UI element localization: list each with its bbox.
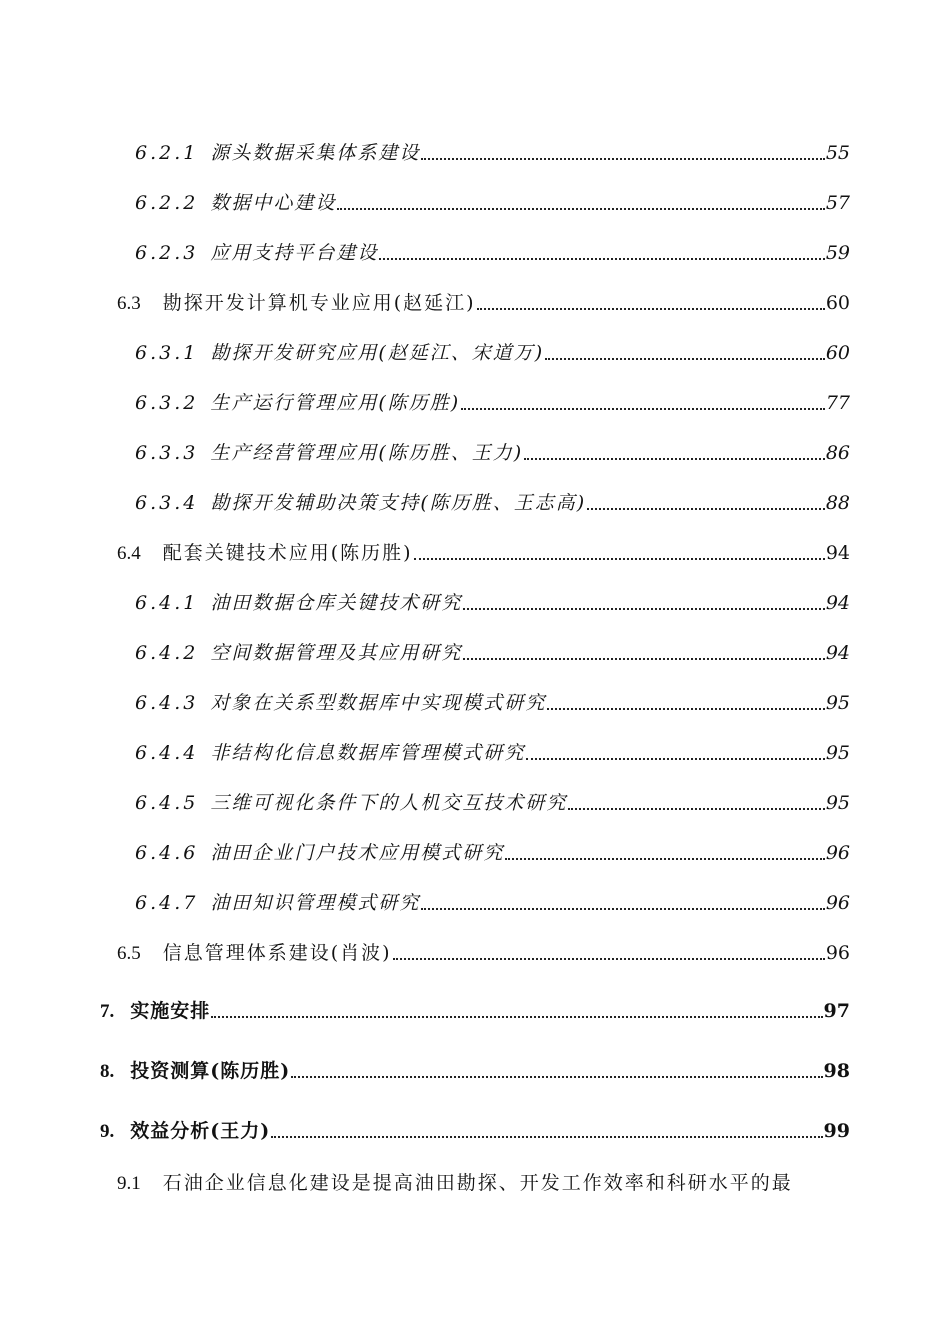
dot-leader [477,308,825,310]
toc-page-number: 96 [825,892,850,914]
toc-page-number: 60 [825,292,850,314]
toc-title: 应用支持平台建设 [210,242,379,264]
toc-page-number: 94 [825,542,850,564]
toc-entry-6-4-7[interactable] [135,888,850,915]
toc-page-number: 59 [825,242,850,264]
toc-number: 6.4.7 [135,892,199,914]
toc-entry-6-4-6[interactable] [135,838,850,865]
toc-title: 空间数据管理及其应用研究 [210,642,463,664]
toc-entry-6-4-4[interactable] [135,738,850,765]
toc-title: 油田数据仓库关键技术研究 [210,592,463,614]
toc-entry-6-2-3[interactable] [135,238,850,265]
dot-leader [505,858,824,860]
dot-leader [211,1016,822,1018]
toc-page-number: 88 [825,492,850,514]
toc-title: 源头数据采集体系建设 [210,142,421,164]
dot-leader [463,608,824,610]
toc-entry-6-3-1[interactable] [135,338,850,365]
toc-number: 6.3.3 [135,442,199,464]
toc-number: 6.2.2 [135,192,199,214]
toc-number: 8. [100,1061,115,1082]
toc-entry-6-3-2[interactable] [135,388,850,415]
toc-title: 油田知识管理模式研究 [210,892,421,914]
toc-number: 6.3.1 [135,342,199,364]
toc-page-number: 99 [823,1120,850,1142]
toc-title: 生产经营管理应用(陈历胜、王力) [210,442,524,464]
toc-number: 6.4.6 [135,842,199,864]
dot-leader [393,958,825,960]
dot-leader [526,758,824,760]
toc-page-number: 95 [825,792,850,814]
toc-page-number: 94 [825,592,850,614]
toc-number: 6.2.1 [135,142,199,164]
toc-title: 非结构化信息数据库管理模式研究 [210,742,526,764]
toc-number: 6.3 [117,293,141,314]
dot-leader [421,908,824,910]
dot-leader [524,458,825,460]
toc-entry-8[interactable] [100,1056,850,1083]
toc-page-number: 94 [825,642,850,664]
toc-number: 6.4 [117,543,141,564]
toc-entry-6-4-2[interactable] [135,638,850,665]
toc-title: 投资测算(陈历胜) [130,1060,291,1082]
toc-number: 6.2.3 [135,242,199,264]
paragraph-text: 石油企业信息化建设是提高油田勘探、开发工作效率和科研水平的最 [162,1172,793,1194]
toc-entry-6-3-4[interactable] [135,488,850,515]
toc-number: 6.4.2 [135,642,199,664]
toc-title: 数据中心建设 [210,192,337,214]
toc-page-number: 77 [825,392,850,414]
toc-entry-6-4-5[interactable] [135,788,850,815]
toc-entry-7[interactable] [100,996,850,1023]
toc-page-number: 97 [823,1000,850,1022]
toc-entry-6-3-3[interactable] [135,438,850,465]
toc-entry-6-5[interactable] [117,938,850,965]
toc-title: 效益分析(王力) [130,1120,271,1142]
toc-entry-9[interactable] [100,1116,850,1143]
dot-leader [461,408,825,410]
dot-leader [337,208,824,210]
toc-page-number: 60 [825,342,850,364]
toc-entry-6-2-1[interactable] [135,138,850,165]
dot-leader [568,808,824,810]
toc-entry-6-3[interactable] [117,288,850,315]
toc-number: 6.4.3 [135,692,199,714]
toc-number: 6.5 [117,943,141,964]
toc-page-number: 98 [823,1060,850,1082]
toc-title: 勘探开发计算机专业应用(赵延江) [162,292,476,314]
dot-leader [414,558,825,560]
toc-number: 6.4.5 [135,792,199,814]
toc-title: 勘探开发研究应用(赵延江、宋道万) [210,342,545,364]
dot-leader [271,1136,822,1138]
section-9-1-paragraph [117,1168,793,1195]
toc-title: 勘探开发辅助决策支持(陈历胜、王志高) [210,492,587,514]
toc-title: 信息管理体系建设(肖波) [162,942,392,964]
toc-entry-6-4-1[interactable] [135,588,850,615]
toc-entry-6-2-2[interactable] [135,188,850,215]
toc-number: 6.4.4 [135,742,199,764]
toc-page-number: 55 [825,142,850,164]
dot-leader [463,658,824,660]
section-number: 9.1 [117,1173,141,1194]
dot-leader [379,258,824,260]
toc-title: 配套关键技术应用(陈历胜) [162,542,413,564]
toc-number: 6.3.4 [135,492,199,514]
toc-page-number: 95 [825,692,850,714]
toc-page-number: 57 [825,192,850,214]
toc-entry-6-4-3[interactable] [135,688,850,715]
toc-page-number: 96 [825,842,850,864]
toc-title: 三维可视化条件下的人机交互技术研究 [210,792,568,814]
toc-number: 9. [100,1121,115,1142]
dot-leader [547,708,824,710]
toc-entry-6-4[interactable] [117,538,850,565]
toc-number: 6.4.1 [135,592,199,614]
toc-title: 油田企业门户技术应用模式研究 [210,842,505,864]
toc-page-number: 96 [825,942,850,964]
toc-page-number: 86 [825,442,850,464]
dot-leader [421,158,824,160]
dot-leader [291,1076,822,1078]
dot-leader [587,508,825,510]
dot-leader [545,358,825,360]
toc-number: 7. [100,1001,115,1022]
toc-title: 生产运行管理应用(陈历胜) [210,392,461,414]
toc-number: 6.3.2 [135,392,199,414]
toc-title: 实施安排 [130,1000,211,1022]
toc-title: 对象在关系型数据库中实现模式研究 [210,692,547,714]
toc-page-number: 95 [825,742,850,764]
